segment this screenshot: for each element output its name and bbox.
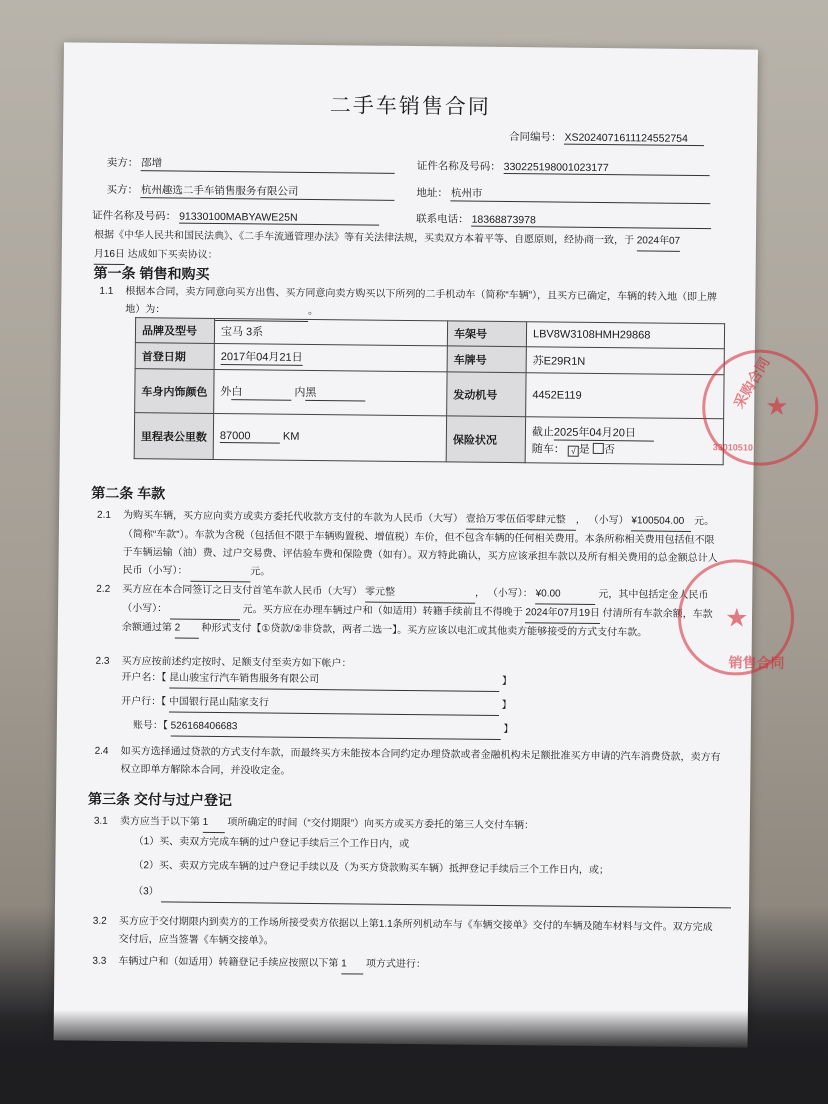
seller-row [107,155,396,174]
p23-text: 买方应按前述约定按时、足额支付至卖方如下帐户： [121,656,352,670]
mileage-label: 里程表公里数 [134,413,213,460]
section1-text: 根据本合同，卖方同意向买方出售、买方同意向卖方购买以下所列的二手机动车（简称“车辆”），且买方已确定，车辆的转入地（即上牌地）为： 。 [125,283,723,326]
bank-label: 开户行： [121,696,162,708]
p21-text: 为购买车辆，买方应向卖方或卖方委托代收款方支付的车款为人民币（大写） [123,510,464,525]
color-ext-prefix: 外 [220,386,232,399]
p33-text-b: 项方式进行： [365,958,427,971]
contract-number-value: XS2024071611124552754 [564,132,704,146]
option-3 [133,883,732,908]
p33-num: 3.3 [92,955,107,967]
seller-name: 邵增 [141,155,395,174]
p23-num: 2.3 [95,655,110,667]
table-row [134,413,723,465]
account-number: 526168406683 [171,718,501,740]
p21-end: 元。 [250,566,271,578]
deposit-blank [170,601,240,621]
section1-num: 1.1 [99,285,114,297]
yes-checkbox[interactable]: √ [568,446,579,457]
seller-id-row [417,158,710,176]
seller-id-value: 330225198001023177 [504,161,710,176]
bank-row: 开户行：【 中国银行昆山陆家支行 】 [121,693,512,716]
p22-text-a: 买方应在本合同签订之日支付首笔车款人民币（大写） [122,584,363,598]
yes-label: 是 [578,443,590,456]
color-ext-value: 白 [231,383,291,401]
p22-amount: ¥0.00 [536,585,596,605]
p31-text-b: 项所确定的时间（“交付期限”）向买方或买方委托的第三人交付车辆： [227,817,535,832]
p21: 为购买车辆，买方应向卖方或卖方委托代收款方支付的车款为人民币（大写） 壹拾万零伍佰零肆元整 ， （小写） ¥100504.00 元。（简称“车款”）。车款为含税（包括但不限于车辆购置税、增值税）车价，但不包含车辆的任何相关费用。本条所称相关费用包括但不限于车辆运输（油）费、过户交易费、评估验车费和保险费（如有）。双方特此确认，买方应该承担车款以及所有相关费用的总金额总计人民币（小写）： 元。 [122,507,723,587]
buyer-id-label: 证件名称及号码： [92,209,177,223]
preamble-date: 2024年07 [637,232,681,251]
account-number-row: 账号：【 526168406683 】 [133,717,514,740]
p22-amount-upper: 零元整 [365,584,475,604]
mileage-unit: KM [282,430,300,443]
color-label: 车身内饰颜色 [135,369,214,414]
first-reg-value: 2017年04月21日 [221,348,303,366]
buyer-phone-label: 联系电话： [416,213,469,226]
buyer-seal [702,349,819,466]
account-number-label: 账号： [132,720,163,732]
vin-value: LBV8W3108HMH29868 [526,322,724,349]
brand-label: 品牌及型号 [135,318,214,344]
account-name-label: 开户名： [121,672,162,684]
buyer-row [106,182,395,201]
buyer-phone-value: 18368873978 [472,214,712,230]
p31-choice: 1 [203,814,225,833]
p32-num: 3.2 [92,915,107,927]
seal-star-icon: ★ [765,390,789,421]
section1-heading: 第一条 销售和购买 [93,264,210,282]
contract-paper [54,42,789,1047]
seller-id-label: 证件名称及号码： [416,160,501,173]
buyer-label: 买方： [106,183,139,197]
first-reg-cell [214,343,447,371]
option-1: （1）买、卖双方完成车辆的过户登记手续后三个工作日内，或 [133,836,410,851]
contract-number [509,129,705,146]
foreground-shadow [0,1010,828,1104]
with-car-label: 随车： [531,443,565,456]
p31-text-a: 卖方应当于以下第 [119,815,200,828]
p21-rest: 元。（简称“车款”）。车款为含税（包括但不限于车辆购置税、增值税）车价，但不包含车辆的任何相关费用。本条所称相关费用包括但不限于车辆运输（油）费、过户交易费、评估验车费和保险费（如有）。双方特此确认，买方应该承担车款以及所有相关费用的总金额总计人民币（小写）： [122,515,718,577]
seller-seal [677,559,794,676]
section2-heading: 第二条 车款 [91,484,166,502]
buyer-name: 杭州趣选二手车销售服务有限公司 [141,182,395,201]
p33-text-a: 车辆过户和（如适用）转籍登记手续应按照以下第 [118,955,339,970]
p22-text-b: 元，其中包括定金人民币（小写）： [122,588,709,615]
no-checkbox[interactable] [593,443,604,454]
buyer-seal-text: 采购合同 [730,354,773,411]
p22-text-d: 付清所有车款余额，车款余额通过第 [121,608,713,634]
brand-value: 宝马 3系 [214,318,447,345]
p21-amount-upper: 壹拾万零伍佰零肆元整 [466,511,576,531]
account-name-row: 开户名：【 昆山骏宝行汽车销售服务有限公司 】 [121,669,512,692]
seal-star-icon: ★ [724,602,749,633]
p32-text: 买方应于交付期限内到卖方的工作场所接受卖方依据以上第1.1条所列机动车与《车辆交接单》交付的车辆及随车材料与文件。双方完成交付后，应当签署《车辆交接单》。 [118,915,713,947]
account-name: 昆山骏宝行汽车销售服务有限公司 [169,670,499,692]
p22-way: 2 [175,620,199,639]
p33-choice: 1 [341,955,363,974]
no-label: 否 [603,444,615,457]
section3-heading: 第三条 交付与过户登记 [88,790,233,809]
p24-text: 如买方选择通过贷款的方式支付车款，而最终买方未能按本合同约定办理贷款或者金融机构未足额批准买方申请的汽车消费贷款，卖方有权立即单方解除本合同，并没收定金。 [120,745,721,777]
color-int-prefix: 内 [294,386,306,399]
seller-label: 卖方： [106,156,139,170]
mileage-value: 87000 [220,430,280,444]
buyer-id-row [92,208,379,226]
insurance-cell [525,417,723,465]
p24-num: 2.4 [94,745,109,757]
buyer-id-value: 91330100MABYAWE25N [179,211,379,226]
table-row [135,369,724,419]
engine-label: 发动机号 [447,372,526,417]
p22-small-label: （小写）： [487,587,533,600]
engine-value: 4452E119 [526,373,724,419]
plate-label: 车牌号 [447,346,526,373]
insurance-prefix: 截止 [531,426,555,439]
p33 [118,953,426,975]
p22-date: 2024年07月19日 [525,604,600,624]
vehicle-info-table [134,317,725,465]
color-int-value: 黑 [305,384,365,402]
contract-title: 二手车销售合同 [329,94,491,119]
p22-text-e: 种形式支付【①贷款/②非贷款，两者二选一】。买方应该以电汇或其他卖方能够接受的方式支付车款。 [201,622,648,639]
total-blank [190,563,250,583]
insurance-label: 保险状况 [446,416,525,463]
buyer-address-value: 杭州市 [451,185,711,204]
buyer-address-label: 地址： [416,187,449,200]
plate-value: 苏E29R1N [526,347,724,375]
p21-small-label: （小写） [588,514,629,527]
preamble-text-end: 达成如下买卖协议： [127,249,218,261]
contract-number-label: 合同编号： [508,131,562,144]
buyer-seal-number: 33010510 [712,442,753,453]
bank-name: 中国银行昆山陆家支行 [169,694,499,716]
option-3-blank [161,883,731,908]
option-2: （2）买、卖双方完成车辆的过户登记手续以及（为买方贷款购买车辆）抵押登记手续后三个工作日内，或； [133,860,609,877]
first-reg-label: 首登日期 [135,343,214,370]
mileage-cell [213,413,446,461]
color-cell [214,369,447,415]
p21-num: 2.1 [97,509,112,521]
buyer-address-row [416,185,711,204]
option-3-label: （3） [133,886,159,898]
preamble-date-day: 月16日 [94,246,125,265]
p31-num: 3.1 [93,815,108,827]
p22-text-c: 元。买方应在办理车辆过户和（如适用）转籍手续前且不得晚于 [242,604,523,619]
section1-body: 根据本合同，卖方同意向买方出售、买方同意向卖方购买以下所列的二手机动车（简称“车辆”），且买方已确定，车辆的转入地（即上牌地）为： [125,286,718,316]
buyer-phone-row [416,211,712,229]
insurance-date: 2025年04月20日 [554,424,654,442]
seller-seal-text: 销售合同 [728,654,785,671]
p22: 买方应在本合同签订之日支付首笔车款人民币（大写） 零元整 ， （小写）： ¥0.00 元，其中包括定金人民币（小写）： 元。买方应在办理车辆过户和（如适用）转籍手续前且不得晚于 2024年07月19日 付清所有车款余额，车款余额通过第 2 种形式支付【①贷款/②非贷款，两者二选一】。买方应该以电汇或其他卖方能够接受的方式支付车款。 [121,584,713,639]
p21-amount: ¥100504.00 [631,512,691,532]
preamble-text: 根据《中华人民共和国民法典》、《二手车流通管理办法》等有关法律法规，买卖双方本着平等、自愿原则，经协商一致，于 [93,229,635,247]
vin-label: 车架号 [447,321,526,347]
p22-num: 2.2 [96,583,111,595]
